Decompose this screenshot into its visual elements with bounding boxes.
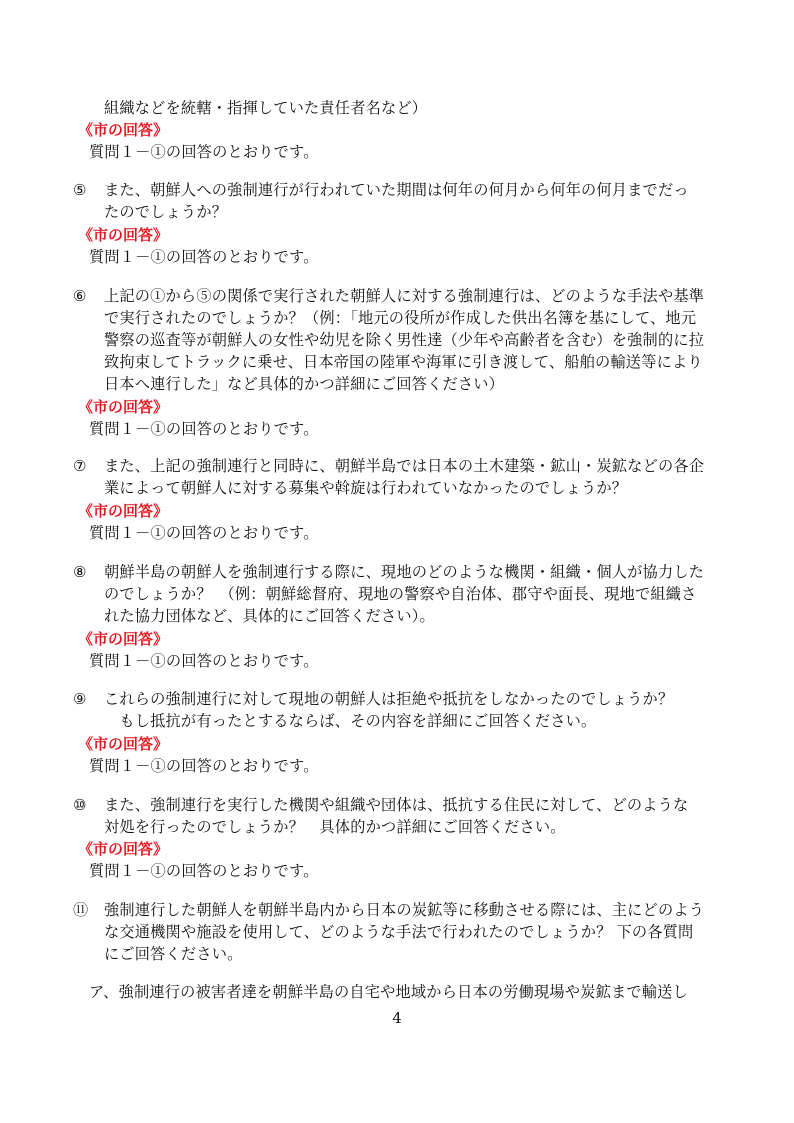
question-line: で実行されたのでしょうか？（例：「地元の役所が作成した供出名簿を基にして、地元 [104, 309, 697, 327]
question-line: もし抵抗が有ったとするならば、その内容を詳細にご回答ください。 [104, 712, 597, 730]
answer-text: 質問１－①の回答のとおりです。 [89, 524, 319, 542]
question-number: ⑨ [73, 690, 87, 708]
question-number: ⑪ [73, 901, 89, 919]
answer-label: 《市の回答》 [78, 840, 169, 858]
question-number: ⑩ [73, 796, 87, 814]
answer-label: 《市の回答》 [78, 502, 169, 520]
question-number: ⑧ [73, 563, 87, 581]
question-line: また、強制連行を実行した機関や組織や団体は、抵抗する住民に対して、どのような [104, 796, 689, 814]
sub-item-a: ア、強制連行の被害者達を朝鮮半島の自宅や地域から日本の労働現場や炭鉱まで輸送し [89, 983, 688, 1001]
question-line: にご回答ください。 [104, 945, 243, 963]
question-line: な交通機関や施設を使用して、どのような手法で行われたのでしょうか？ 下の各質問 [104, 923, 694, 941]
answer-label: 《市の回答》 [78, 226, 169, 244]
answer-text: 質問１－①の回答のとおりです。 [89, 862, 319, 880]
question-line: また、朝鮮人への強制連行が行われていた期間は何年の何月から何年の何月までだっ [104, 181, 689, 199]
question-line: 上記の①から⑤の関係で実行された朝鮮人に対する強制連行は、どのような手法や基準 [104, 287, 705, 305]
question-number: ⑤ [73, 181, 87, 199]
answer-text: 質問１－①の回答のとおりです。 [89, 652, 319, 670]
question-number: ⑦ [73, 457, 87, 475]
answer-label: 《市の回答》 [78, 398, 169, 416]
question-line: 朝鮮半島の朝鮮人を強制連行する際に、現地のどのような機関・組織・個人が協力した [104, 563, 705, 581]
question-line: これらの強制連行に対して現地の朝鮮人は拒絶や抵抗をしなかったのでしょうか？ [104, 690, 674, 708]
answer-text: 質問１－①の回答のとおりです。 [89, 420, 319, 438]
answer-label: 《市の回答》 [78, 735, 169, 753]
question-line: 強制連行した朝鮮人を朝鮮半島内から日本の炭鉱等に移動させる際には、主にどのよう [104, 901, 705, 919]
answer-label: 《市の回答》 [78, 121, 169, 139]
question-line: 日本へ連行した」など具体的かつ詳細にご回答ください） [104, 375, 505, 393]
answer-text: 質問１－①の回答のとおりです。 [89, 248, 319, 266]
answer-text: 質問１－①の回答のとおりです。 [89, 143, 319, 161]
question-line: 対処を行ったのでしょうか？ 具体的かつ詳細にご回答ください。 [104, 818, 566, 836]
question-line: 致拘束してトラックに乗せ、日本帝国の陸軍や海軍に引き渡して、船舶の輸送等により [104, 353, 703, 371]
question-line: 警察の巡査等が朝鮮人の女性や幼児を除く男性達（少年や高齢者を含む）を強制的に拉 [104, 331, 705, 349]
question-number: ⑥ [73, 287, 87, 305]
question-line: たのでしょうか？ [104, 203, 228, 221]
answer-label: 《市の回答》 [78, 630, 169, 648]
answer-text: 質問１－①の回答のとおりです。 [89, 757, 319, 775]
intro-line: 組織などを統轄・指揮していた責任者名など） [104, 99, 428, 117]
page-number: 4 [392, 1009, 402, 1027]
question-line: のでしょうか？ （例：朝鮮総督府、現地の警察や自治体、郡守や面長、現地で組織さ [104, 585, 697, 603]
question-line: 業によって朝鮮人に対する募集や斡旋は行われていなかったのでしょうか？ [104, 479, 628, 497]
question-line: また、上記の強制連行と同時に、朝鮮半島では日本の土木建築・鉱山・炭鉱などの各企 [104, 457, 705, 475]
question-line: れた協力団体など、具体的にご回答ください）。 [104, 607, 435, 625]
